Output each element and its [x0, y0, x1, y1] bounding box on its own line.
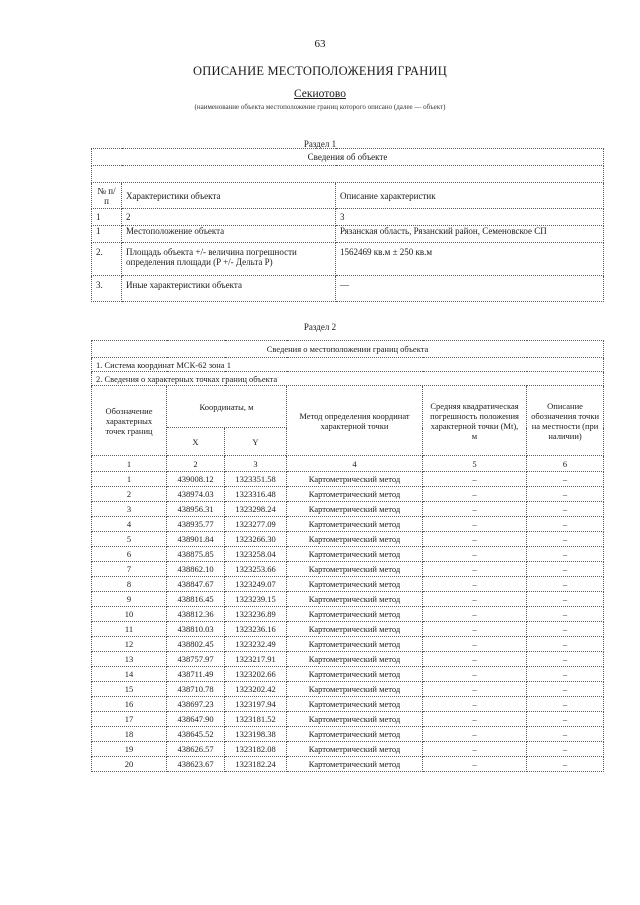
coord-y: 1323266.30 [225, 532, 287, 547]
point-description: – [527, 517, 604, 532]
coord-y: 1323298.24 [225, 502, 287, 517]
point-description: – [527, 502, 604, 517]
point-number: 5 [92, 532, 167, 547]
method: Картометрический метод [287, 487, 423, 502]
col-header-x: X [167, 428, 225, 456]
method: Картометрический метод [287, 547, 423, 562]
accuracy: – [423, 532, 527, 547]
coord-x: 438757.97 [167, 652, 225, 667]
point-description: – [527, 757, 604, 772]
index-cell: 6 [527, 456, 604, 472]
coord-y: 1323277.09 [225, 517, 287, 532]
row-num: 3. [92, 276, 122, 302]
point-number: 19 [92, 742, 167, 757]
point-number: 20 [92, 757, 167, 772]
point-number: 12 [92, 637, 167, 652]
accuracy: – [423, 487, 527, 502]
table-row [92, 502, 604, 517]
accuracy: – [423, 637, 527, 652]
coord-x: 438901.84 [167, 532, 225, 547]
table-row [92, 727, 604, 742]
coord-y: 1323351.58 [225, 472, 287, 487]
point-description: – [527, 667, 604, 682]
accuracy: – [423, 502, 527, 517]
accuracy: – [423, 712, 527, 727]
coord-y: 1323198.38 [225, 727, 287, 742]
row-characteristic: Местоположение объекта [122, 226, 336, 243]
table-row [92, 742, 604, 757]
accuracy: – [423, 607, 527, 622]
coord-x: 438862.10 [167, 562, 225, 577]
point-description: – [527, 547, 604, 562]
point-number: 4 [92, 517, 167, 532]
col-header-method: Метод определения координат характерной точки [287, 386, 423, 456]
accuracy: – [423, 742, 527, 757]
page-number: 63 [314, 38, 326, 50]
coord-y: 1323217.91 [225, 652, 287, 667]
index-cell: 5 [423, 456, 527, 472]
point-description: – [527, 472, 604, 487]
point-description: – [527, 487, 604, 502]
method: Картометрический метод [287, 592, 423, 607]
row-description: 1562469 кв.м ± 250 кв.м [336, 243, 604, 276]
col-header-description: Описание характеристик [336, 183, 604, 209]
accuracy: – [423, 727, 527, 742]
index-cell: 4 [287, 456, 423, 472]
coord-y: 1323236.16 [225, 622, 287, 637]
table-row [92, 517, 604, 532]
index-cell: 1 [92, 209, 122, 226]
table-row [92, 472, 604, 487]
coord-y: 1323316.48 [225, 487, 287, 502]
point-description: – [527, 652, 604, 667]
point-description: – [527, 682, 604, 697]
index-cell: 2 [122, 209, 336, 226]
accuracy: – [423, 517, 527, 532]
coord-x: 438847.67 [167, 577, 225, 592]
point-number: 9 [92, 592, 167, 607]
coord-y: 1323181.52 [225, 712, 287, 727]
method: Картометрический метод [287, 517, 423, 532]
table-row [92, 562, 604, 577]
point-number: 7 [92, 562, 167, 577]
method: Картометрический метод [287, 562, 423, 577]
col-header-description: Описание обозначения точки на местности (при наличии) [527, 386, 604, 456]
page-title: ОПИСАНИЕ МЕСТОПОЛОЖЕНИЯ ГРАНИЦ [193, 64, 447, 78]
point-number: 6 [92, 547, 167, 562]
row-characteristic: Иные характеристики объекта [122, 276, 336, 302]
points-body [92, 472, 604, 772]
method: Картометрический метод [287, 502, 423, 517]
table-row [92, 622, 604, 637]
table-row [92, 697, 604, 712]
method: Картометрический метод [287, 532, 423, 547]
col-header-num: № п/п [92, 183, 122, 209]
accuracy: – [423, 472, 527, 487]
coord-y: 1323197.94 [225, 697, 287, 712]
index-cell: 3 [336, 209, 604, 226]
object-info-table [91, 148, 604, 302]
accuracy: – [423, 667, 527, 682]
table-row [92, 532, 604, 547]
object-caption: (наименование объекта местоположение границ которого описано (далее — объект) [194, 103, 446, 111]
method: Картометрический метод [287, 712, 423, 727]
method: Картометрический метод [287, 742, 423, 757]
coord-y: 1323239.15 [225, 592, 287, 607]
coord-y: 1323253.66 [225, 562, 287, 577]
method: Картометрический метод [287, 577, 423, 592]
accuracy: – [423, 592, 527, 607]
coord-x: 438623.67 [167, 757, 225, 772]
boundary-points-table [91, 340, 604, 772]
table-row [92, 276, 604, 302]
method: Картометрический метод [287, 757, 423, 772]
index-cell: 3 [225, 456, 287, 472]
point-description: – [527, 562, 604, 577]
point-description: – [527, 577, 604, 592]
table-row [92, 577, 604, 592]
accuracy: – [423, 697, 527, 712]
point-number: 1 [92, 472, 167, 487]
coord-x: 438710.78 [167, 682, 225, 697]
coord-x: 438812.36 [167, 607, 225, 622]
col-header-coordinates: Координаты, м [167, 386, 287, 428]
table-row [92, 592, 604, 607]
accuracy: – [423, 757, 527, 772]
col-header-y: Y [225, 428, 287, 456]
coord-y: 1323182.08 [225, 742, 287, 757]
accuracy: – [423, 562, 527, 577]
method: Картометрический метод [287, 682, 423, 697]
coord-y: 1323236.89 [225, 607, 287, 622]
boundary-table-title: Сведения о местоположении границ объекта [92, 341, 604, 358]
accuracy: – [423, 547, 527, 562]
method: Картометрический метод [287, 607, 423, 622]
section1-heading: Раздел 1 [303, 139, 337, 149]
point-description: – [527, 742, 604, 757]
coord-y: 1323182.24 [225, 757, 287, 772]
table-row [92, 652, 604, 667]
method: Картометрический метод [287, 667, 423, 682]
table-row [92, 243, 604, 276]
coord-x: 438974.03 [167, 487, 225, 502]
row-num: 2. [92, 243, 122, 276]
point-number: 17 [92, 712, 167, 727]
accuracy: – [423, 652, 527, 667]
point-number: 2 [92, 487, 167, 502]
row-description: — [336, 276, 604, 302]
point-description: – [527, 607, 604, 622]
table-row [92, 226, 604, 243]
coord-x: 438711.49 [167, 667, 225, 682]
coord-x: 438816.45 [167, 592, 225, 607]
points-info-line: 2. Сведения о характерных точках границ объекта [92, 372, 604, 386]
table-row [92, 712, 604, 727]
table-spacer-row [92, 166, 604, 183]
point-description: – [527, 697, 604, 712]
point-number: 8 [92, 577, 167, 592]
coord-x: 438626.57 [167, 742, 225, 757]
row-characteristic: Площадь объекта +/- величина погрешности определения площади (P +/- Дельта P) [122, 243, 336, 276]
accuracy: – [423, 577, 527, 592]
coord-x: 438956.31 [167, 502, 225, 517]
point-number: 11 [92, 622, 167, 637]
method: Картометрический метод [287, 637, 423, 652]
accuracy: – [423, 682, 527, 697]
point-description: – [527, 712, 604, 727]
coord-x: 438697.23 [167, 697, 225, 712]
col-header-point: Обозначение характерных точек границ [92, 386, 167, 456]
table-row [92, 757, 604, 772]
point-number: 3 [92, 502, 167, 517]
method: Картометрический метод [287, 622, 423, 637]
object-name: Секиотово [294, 88, 346, 100]
object-info-title: Сведения об объекте [92, 149, 604, 166]
method: Картометрический метод [287, 727, 423, 742]
point-description: – [527, 622, 604, 637]
coord-y: 1323202.42 [225, 682, 287, 697]
point-description: – [527, 637, 604, 652]
point-number: 18 [92, 727, 167, 742]
index-cell: 2 [167, 456, 225, 472]
table-row [92, 487, 604, 502]
method: Картометрический метод [287, 652, 423, 667]
point-description: – [527, 727, 604, 742]
point-number: 16 [92, 697, 167, 712]
coordinate-system-line: 1. Система координат МСК-62 зона 1 [92, 358, 604, 372]
col-header-characteristics: Характеристики объекта [122, 183, 336, 209]
coord-x: 438935.77 [167, 517, 225, 532]
table-row [92, 667, 604, 682]
coord-x: 438645.52 [167, 727, 225, 742]
coord-y: 1323249.07 [225, 577, 287, 592]
method: Картометрический метод [287, 472, 423, 487]
point-description: – [527, 532, 604, 547]
coord-y: 1323202.66 [225, 667, 287, 682]
accuracy: – [423, 622, 527, 637]
row-description: Рязанская область, Рязанский район, Семеновское СП [336, 226, 604, 243]
coord-y: 1323258.04 [225, 547, 287, 562]
point-description: – [527, 592, 604, 607]
col-header-accuracy: Средняя квадратическая погрешность положения характерной точки (Mt), м [423, 386, 527, 456]
coord-x: 439008.12 [167, 472, 225, 487]
index-cell: 1 [92, 456, 167, 472]
coord-x: 438647.90 [167, 712, 225, 727]
method: Картометрический метод [287, 697, 423, 712]
coord-y: 1323232.49 [225, 637, 287, 652]
row-num: 1 [92, 226, 122, 243]
point-number: 14 [92, 667, 167, 682]
point-number: 15 [92, 682, 167, 697]
point-number: 10 [92, 607, 167, 622]
section2-heading: Раздел 2 [303, 322, 337, 332]
table-row [92, 607, 604, 622]
point-number: 13 [92, 652, 167, 667]
coord-x: 438875.85 [167, 547, 225, 562]
coord-x: 438802.45 [167, 637, 225, 652]
table-row [92, 637, 604, 652]
table-row [92, 547, 604, 562]
table-row [92, 682, 604, 697]
coord-x: 438810.03 [167, 622, 225, 637]
